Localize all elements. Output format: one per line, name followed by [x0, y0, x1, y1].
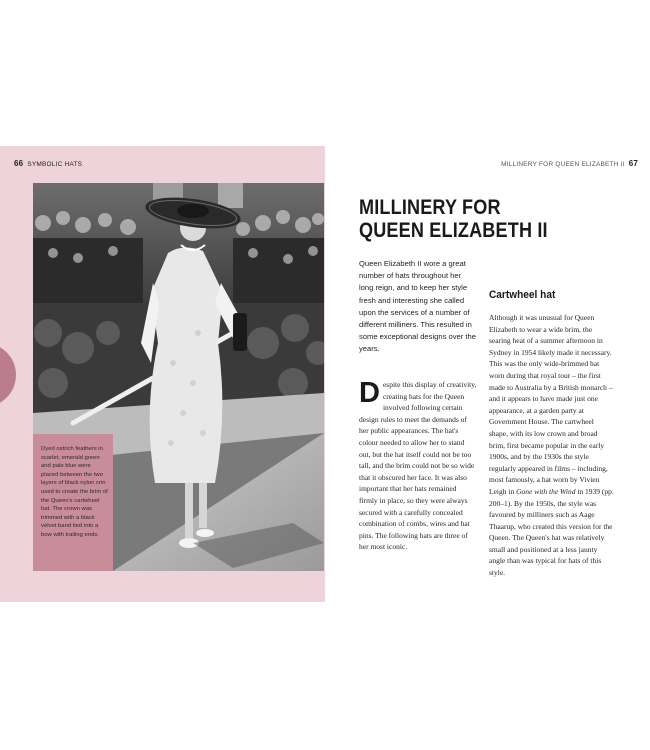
body-column-right — [489, 312, 614, 579]
intro-paragraph: Queen Elizabeth II wore a great number of hats throughout her long reign, and to keep her style fresh and interesting she called upon the services of a number of different milliners. This resulted in some exceptional designs over the years. — [359, 259, 476, 354]
title-line-2: QUEEN ELIZABETH II — [359, 219, 548, 242]
left-page-number: 66 — [14, 159, 24, 168]
title-line-1: MILLINERY FOR — [359, 196, 501, 219]
left-section-title: SYMBOLIC HATS — [27, 161, 83, 168]
body-left-text: espite this display of creativity, creating hats for the Queen involved following certain design rules to meet the demands of her public appearances. The hat's colour needed to allow her to stand out, but the hat itself could not be too tall, and the brim could not be so wide that it obscured her face. It was also important that her hats remained firmly in place, so they were always secured with a carefully concealed combination of combs, wires and hat pins. The following hats are three of her most iconic. — [359, 380, 477, 552]
drop-cap: D — [359, 377, 380, 409]
right-page-number: 67 — [628, 159, 638, 168]
right-section-title: MILLINERY FOR QUEEN ELIZABETH II — [501, 161, 625, 168]
body-right-text-1: Although it was unusual for Queen Elizabeth to wear a wide brim, the searing heat of a summer afternoon in Sydney in 1954 likely made it necessary. This was the only wide-brimmed hat worn during that royal tour – the first made to Australia by a British monarch – and it appears to have made just one appearance, at a garden party at Government House. The cartwheel shape, with its low crown and broad brim, first became popular in the early 1900s, and by the 1930s the style regularly appeared in films – including, most famously, a hat worn by Vivien Leigh in — [489, 313, 613, 496]
left-running-header — [14, 159, 82, 168]
right-running-header — [501, 159, 638, 168]
body-column-left — [359, 379, 477, 553]
body-right-text-2: in 1939 (pp. 200–1). By the 1950s, the style was favoured by milliners such as Aage Thaarup, who created this version for the Queen. The Queen's hat was relatively small and positioned at a less jaunty angle than was typical for hats of this style. — [489, 486, 614, 578]
photo-caption: Dyed ostrich feathers in scarlet, emerald green and pale blue were placed between the two layers of black nylon crin used to create the brim of the Queen's cartwheel hat. The crown was trimmed with a black velvet band tied into a bow with trailing ends. — [41, 446, 108, 538]
page-title — [359, 196, 583, 242]
film-title: Gone with the Wind — [516, 486, 576, 496]
section-subheading: Cartwheel hat — [489, 289, 556, 301]
